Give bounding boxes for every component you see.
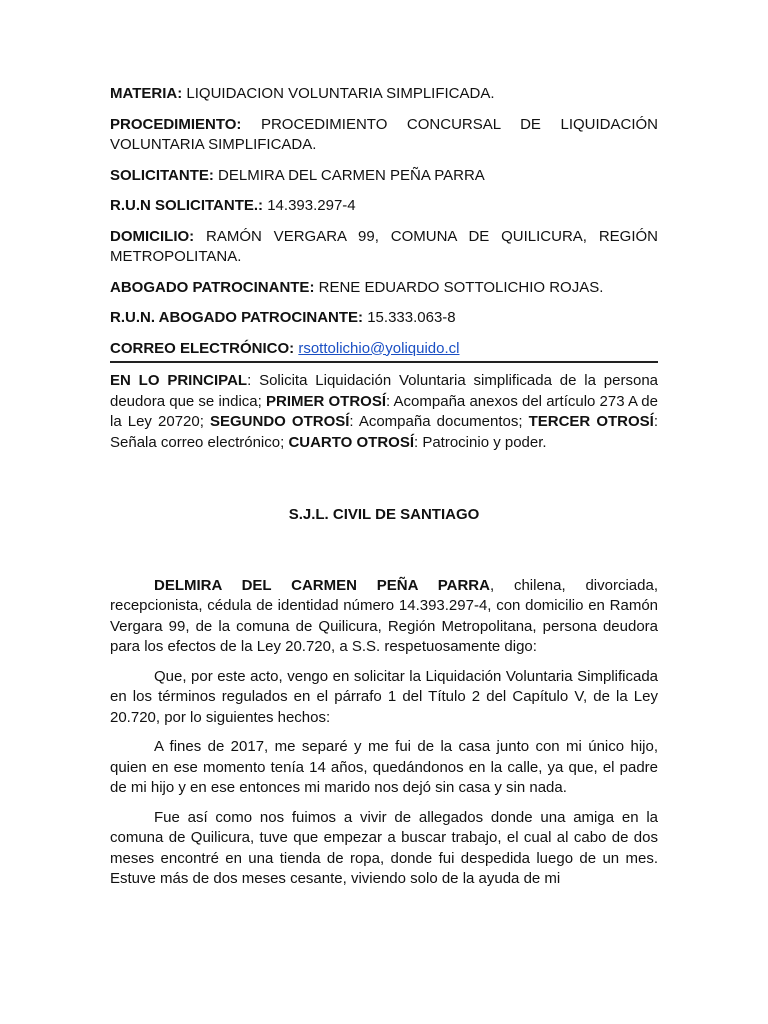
- summary-segundo-text: : Acompaña documentos;: [349, 413, 529, 430]
- email-link[interactable]: rsottolichio@yoliquido.cl: [298, 339, 460, 357]
- field-materia: [110, 84, 658, 105]
- header-divider: [110, 361, 658, 363]
- summary-tercer-key: TERCER OTROSÍ: [528, 413, 654, 430]
- body-paragraph-1: [110, 576, 658, 658]
- field-procedimiento: [110, 115, 658, 156]
- field-run-abogado-value: 15.333.063-8: [363, 309, 456, 326]
- field-domicilio: [110, 227, 658, 268]
- field-run-abogado: [110, 308, 658, 329]
- field-abogado-key: ABOGADO PATROCINANTE:: [110, 278, 315, 296]
- field-materia-value: LIQUIDACION VOLUNTARIA SIMPLIFICADA.: [182, 85, 495, 102]
- summary-cuarto-key: CUARTO OTROSÍ: [288, 433, 414, 451]
- summary-principal-text: : Solicita Liquidación Voluntaria simplificada de la persona deudora que se indica;: [110, 372, 659, 410]
- court-heading: S.J.L. CIVIL DE SANTIAGO: [288, 506, 480, 523]
- summary-segundo-key: SEGUNDO OTROSÍ: [209, 413, 350, 430]
- summary-principal-key: EN LO PRINCIPAL: [110, 372, 248, 389]
- field-domicilio-key: DOMICILIO:: [110, 227, 195, 245]
- field-abogado-value: RENE EDUARDO SOTTOLICHIO ROJAS.: [314, 278, 604, 296]
- summary-cuarto-text: : Patrocinio y poder.: [414, 433, 547, 451]
- petitioner-name: DELMIRA DEL CARMEN PEÑA PARRA: [154, 576, 490, 594]
- field-correo: [110, 339, 658, 360]
- summary-primer-text: : Acompaña anexos del artículo 273 A de la Ley 20720;: [110, 392, 658, 430]
- summary-primer-key: PRIMER OTROSÍ: [266, 392, 387, 410]
- field-run-solicitante-key: R.U.N SOLICITANTE.:: [110, 197, 264, 214]
- summary-paragraph: [110, 371, 658, 453]
- field-solicitante: [110, 166, 658, 187]
- field-run-solicitante-value: 14.393.297-4: [263, 197, 356, 214]
- field-correo-key: CORREO ELECTRÓNICO:: [110, 339, 295, 357]
- field-run-solicitante: [110, 196, 658, 217]
- field-procedimiento-key: PROCEDIMIENTO:: [110, 115, 242, 133]
- body-paragraph-3: A fines de 2017, me separé y me fui de la casa junto con mi único hijo, quien en ese momento tenía 14 años, quedándonos en la calle, ya que, el padre de mi hijo y en ese entonces mi marido nos dejó sin casa y sin nada.: [110, 738, 658, 796]
- document-page: [110, 84, 658, 899]
- field-materia-key: MATERIA:: [110, 85, 183, 102]
- field-solicitante-value: DELMIRA DEL CARMEN PEÑA PARRA: [213, 166, 485, 184]
- field-solicitante-key: SOLICITANTE:: [110, 166, 214, 184]
- field-procedimiento-value: PROCEDIMIENTO CONCURSAL DE LIQUIDACIÓN VOLUNTARIA SIMPLIFICADA.: [110, 115, 658, 153]
- body-paragraph-4: Fue así como nos fuimos a vivir de allegados donde una amiga en la comuna de Quilicura, tuve que empezar a buscar trabajo, el cual al cabo de dos meses encontré en una tienda de ropa, donde fui despedida luego de un mes. Estuve más de dos meses cesante, viviendo solo de la ayuda de mi: [110, 808, 658, 887]
- body-paragraph-1-text: , chilena, divorciada, recepcionista, cédula de identidad número 14.393.297-4, con domicilio en Ramón Vergara 99, de la comuna de Quilicura, Región Metropolitana, persona deudora para los efectos de la Ley 20.720, a S.S. respetuosamente digo:: [110, 576, 658, 655]
- field-domicilio-value: RAMÓN VERGARA 99, COMUNA DE QUILICURA, REGIÓN METROPOLITANA.: [110, 227, 658, 265]
- field-abogado: [110, 278, 658, 299]
- body-paragraph-2: Que, por este acto, vengo en solicitar la Liquidación Voluntaria Simplificada en los términos regulados en el párrafo 1 del Título 2 del Capítulo V, de la Ley 20.720, por lo siguientes hechos:: [110, 667, 658, 726]
- field-run-abogado-key: R.U.N. ABOGADO PATROCINANTE:: [110, 309, 364, 326]
- summary-tercer-text: : Señala correo electrónico;: [110, 413, 659, 451]
